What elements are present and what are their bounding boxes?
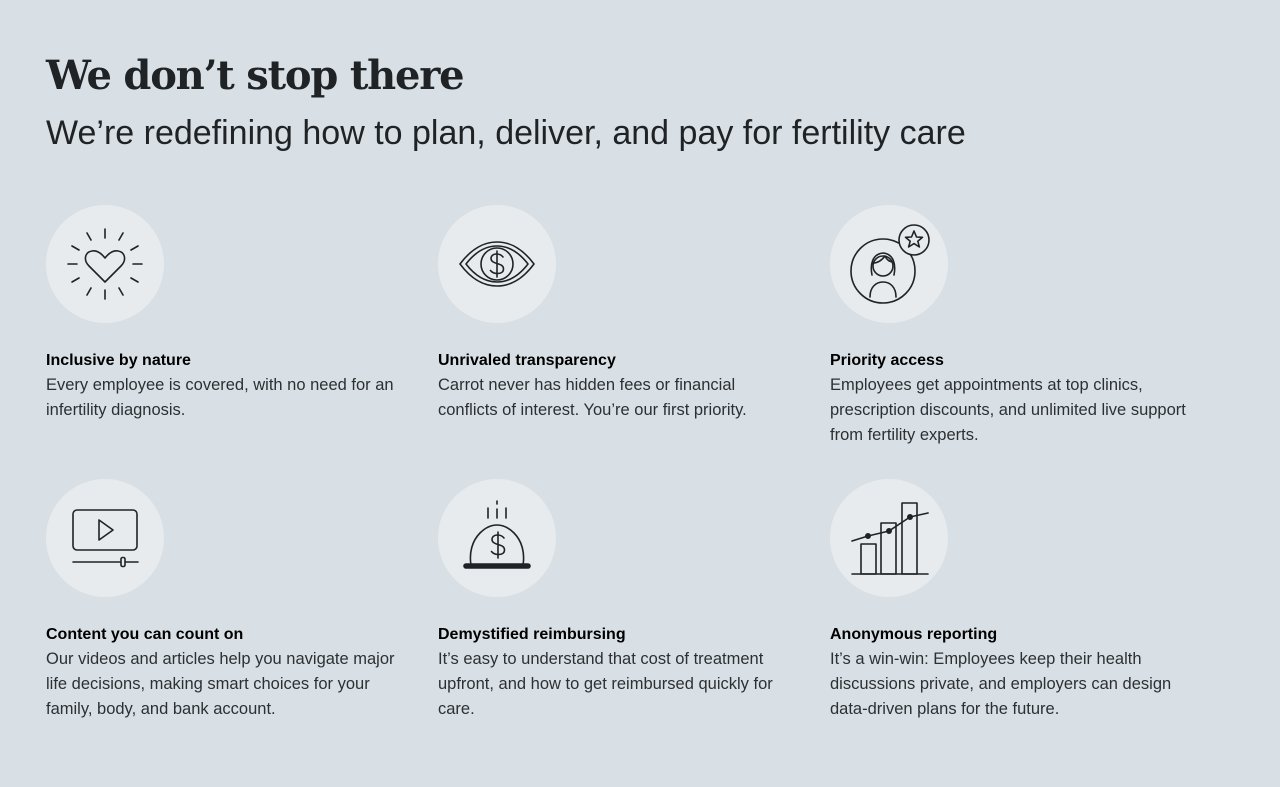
feature-description: It’s easy to understand that cost of treatment upfront, and how to get reimbursed quickly for care. <box>438 650 773 718</box>
feature-title: Priority access <box>830 352 944 369</box>
feature-inclusive <box>46 205 406 419</box>
heart-icon <box>46 205 164 323</box>
feature-title: Demystified reimbursing <box>438 626 626 643</box>
eye-dollar-icon <box>438 205 556 323</box>
feature-description: It’s a win-win: Employees keep their health discussions private, and employers can design data-driven plans for the future. <box>830 650 1172 718</box>
feature-description: Employees get appointments at top clinics, prescription discounts, and unlimited live support from fertility experts. <box>830 376 1186 444</box>
feature-description: Our videos and articles help you navigate major life decisions, making smart choices for your family, body, and bank account. <box>46 650 395 718</box>
feature-content <box>46 479 406 718</box>
feature-reimbursing <box>438 479 798 718</box>
feature-transparency <box>438 205 798 419</box>
page-title: We don’t stop there <box>46 52 464 99</box>
bar-chart-icon <box>830 479 948 597</box>
feature-title: Inclusive by nature <box>46 352 191 369</box>
coin-slot-icon <box>438 479 556 597</box>
feature-title: Content you can count on <box>46 626 244 643</box>
page-subtitle: We’re redefining how to plan, deliver, and pay for fertility care <box>46 114 966 152</box>
feature-title: Unrivaled transparency <box>438 352 616 369</box>
feature-priority-access <box>830 205 1190 444</box>
video-player-icon <box>46 479 164 597</box>
feature-reporting <box>830 479 1190 718</box>
feature-description: Every employee is covered, with no need for an infertility diagnosis. <box>46 376 394 419</box>
feature-description: Carrot never has hidden fees or financial conflicts of interest. You’re our first priority. <box>438 376 747 419</box>
feature-title: Anonymous reporting <box>830 626 998 643</box>
person-star-icon <box>830 205 948 323</box>
